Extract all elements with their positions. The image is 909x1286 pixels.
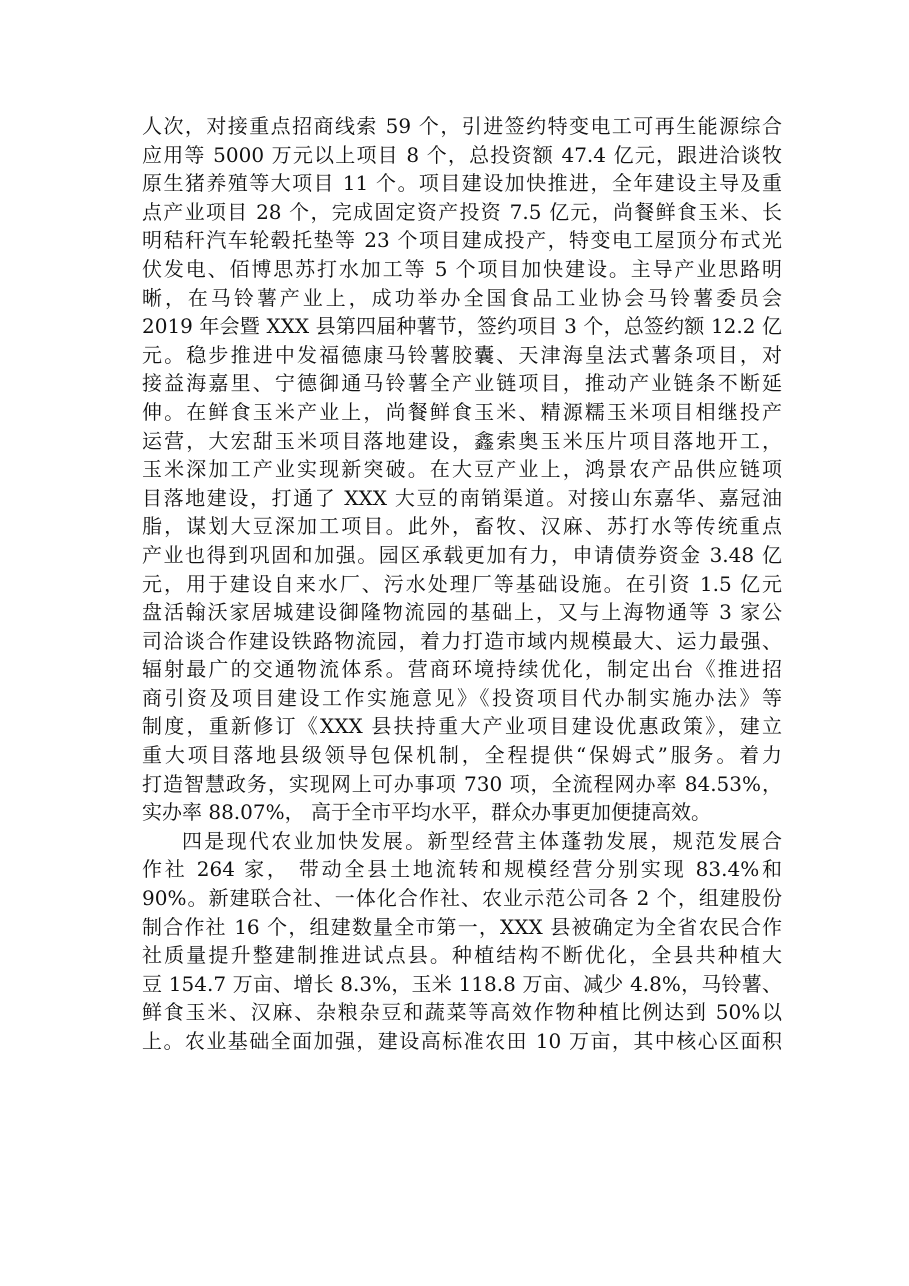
text-line: 目落地建设，打通了 XXX 大豆的南销渠道。对接山东嘉华、嘉冠油 <box>142 485 782 510</box>
text-line: 原生猪养殖等大项目 11 个。项目建设加快推进，全年建设主导及重 <box>142 171 782 196</box>
paragraph-2 <box>142 827 782 1056</box>
text-line: 鲜食玉米、汉麻、杂粮杂豆和蔬菜等高效作物种植比例达到 50%以 <box>142 1000 782 1025</box>
text-line: 脂，谋划大豆深加工项目。此外，畜牧、汉麻、苏打水等传统重点 <box>142 514 782 539</box>
text-line: 上。农业基础全面加强，建设高标准农田 10 万亩，其中核心区面积 <box>142 1029 782 1053</box>
text-line: 实办率 88.07%， 高于全市平均水平，群众办事更加便捷高效。 <box>142 800 711 825</box>
text-line: 2019 年会暨 XXX 县第四届种薯节，签约项目 3 个，总签约额 12.2 亿 <box>142 314 782 339</box>
text-line: 90%。新建联合社、一体化合作社、农业示范公司各 2 个，组建股份 <box>142 886 782 911</box>
text-line: 产业也得到巩固和加强。园区承载更加有力，申请债券资金 3.48 亿 <box>142 542 782 567</box>
text-line: 司洽谈合作建设铁路物流园，着力打造市域内规模最大、运力最强、 <box>142 628 782 653</box>
text-line: 盘活翰沃家居城建设御隆物流园的基础上，又与上海物通等 3 家公 <box>142 600 782 625</box>
text-line: 作社 264 家， 带动全县土地流转和规模经营分别实现 83.4%和 <box>142 857 782 882</box>
text-line: 运营，大宏甜玉米项目落地建设，鑫索奥玉米压片项目落地开工， <box>142 428 782 453</box>
text-line: 晰，在马铃薯产业上，成功举办全国食品工业协会马铃薯委员会 <box>142 285 782 310</box>
text-line: 制合作社 16 个，组建数量全市第一，XXX 县被确定为全省农民合作 <box>142 914 782 939</box>
text-line: 伏发电、佰博思苏打水加工等 5 个项目加快建设。主导产业思路明 <box>142 256 782 281</box>
text-line: 点产业项目 28 个，完成固定资产投资 7.5 亿元，尚餐鲜食玉米、长 <box>142 199 782 224</box>
text-line: 人次，对接重点招商线索 59 个，引进签约特变电工可再生能源综合 <box>142 114 782 138</box>
text-line: 应用等 5000 万元以上项目 8 个，总投资额 47.4 亿元，跟进洽谈牧 <box>142 142 782 167</box>
text-line: 商引资及项目建设工作实施意见》《投资项目代办制实施办法》等 <box>142 685 782 710</box>
text-line: 制度，重新修订《XXX 县扶持重大产业项目建设优惠政策》，建立 <box>142 714 782 739</box>
text-line: 辐射最广的交通物流体系。营商环境持续优化，制定出台《推进招 <box>142 657 782 682</box>
document-body <box>142 112 782 1056</box>
text-line: 社质量提升整建制推进试点县。种植结构不断优化，全县共种植大 <box>142 943 782 968</box>
text-line: 元。稳步推进中发福德康马铃薯胶囊、天津海皇法式薯条项目，对 <box>142 342 782 367</box>
text-line: 元，用于建设自来水厂、污水处理厂等基础设施。在引资 1.5 亿元 <box>142 571 782 596</box>
text-line: 伸。在鲜食玉米产业上，尚餐鲜食玉米、精源糯玉米项目相继投产 <box>142 399 782 424</box>
text-line: 接益海嘉里、宁德御通马铃薯全产业链项目，推动产业链条不断延 <box>142 371 782 396</box>
text-line: 重大项目落地县级领导包保机制，全程提供“保姆式”服务。着力 <box>142 743 782 768</box>
text-line: 玉米深加工产业实现新突破。在大豆产业上，鸿景农产品供应链项 <box>142 457 782 482</box>
text-line: 打造智慧政务，实现网上可办事项 730 项，全流程网办率 84.53%， <box>142 771 782 796</box>
text-line: 豆 154.7 万亩、增长 8.3%，玉米 118.8 万亩、减少 4.8%，马铃薯、 <box>142 971 782 996</box>
text-line: 明秸秆汽车轮毂托垫等 23 个项目建成投产，特变电工屋顶分布式光 <box>142 228 782 253</box>
paragraph-1 <box>142 112 782 827</box>
text-line: 四是现代农业加快发展。新型经营主体蓬勃发展，规范发展合 <box>182 828 782 853</box>
